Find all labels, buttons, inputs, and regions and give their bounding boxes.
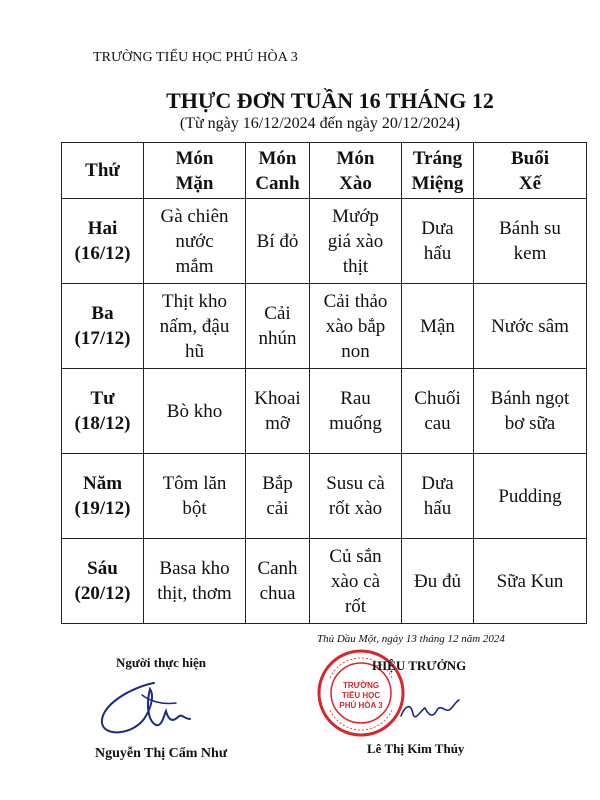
dish-line: Bánh su (499, 218, 561, 239)
dish-line: Rau (340, 388, 371, 409)
header-line: Món (336, 147, 375, 169)
header-soup (246, 143, 310, 199)
dish-line: mỡ (265, 413, 290, 434)
dish-cell-soup (246, 199, 310, 284)
dish-line: non (341, 340, 370, 362)
dish-cell-stir-fry (310, 284, 402, 369)
day-name: Ba (91, 303, 114, 324)
principal-signature (395, 688, 465, 728)
principal-name: Lê Thị Kim Thúy (367, 741, 465, 756)
dish-line: rốt xào (328, 498, 383, 519)
dish-line: Mận (420, 315, 455, 337)
date-range: (Từ ngày 16/12/2024 đến ngày 20/12/2024) (179, 115, 461, 132)
dish-line: giá xào (327, 230, 384, 252)
day-date: (18/12) (74, 413, 131, 434)
table-row (62, 369, 587, 454)
preparer-signature (92, 675, 212, 743)
dish-line: Cải (264, 303, 291, 324)
principal-title: HIỆU TRƯỞNG (372, 658, 467, 673)
dish-cell-main-dish (144, 369, 246, 454)
dish-line: xào cà (330, 570, 381, 592)
dish-cell-afternoon-snack (474, 454, 587, 539)
page-title: THỰC ĐƠN TUẦN 16 THÁNG 12 (166, 88, 494, 113)
dish-line: Tôm lăn (162, 473, 227, 494)
dish-line: Chuối (414, 388, 461, 409)
header-afternoon-snack (474, 143, 587, 199)
dish-line: cau (424, 413, 451, 434)
dish-line: hũ (185, 340, 204, 362)
dish-line: muống (329, 413, 382, 434)
dish-line: bơ sữa (504, 413, 556, 434)
day-date: (17/12) (74, 328, 131, 349)
dish-line: Thịt kho (162, 290, 227, 312)
dish-line: Bí đỏ (256, 230, 299, 252)
dish-cell-soup (246, 454, 310, 539)
dish-line: Nước sâm (491, 315, 569, 337)
dish-cell-afternoon-snack (474, 369, 587, 454)
dish-cell-dessert (402, 369, 474, 454)
dish-cell-main-dish (144, 199, 246, 284)
dish-cell-dessert (402, 284, 474, 369)
dish-cell-stir-fry (310, 199, 402, 284)
dish-line: hấu (423, 243, 452, 264)
dish-cell-soup (246, 539, 310, 624)
dish-cell-dessert (402, 454, 474, 539)
svg-text:TIỂU HỌC: TIỂU HỌC (341, 691, 381, 700)
day-cell (62, 539, 144, 624)
table-row (62, 454, 587, 539)
dish-cell-stir-fry (310, 539, 402, 624)
preparer-name: Nguyễn Thị Cẩm Như (95, 746, 228, 761)
day-date: (16/12) (74, 243, 131, 264)
dish-cell-soup (246, 284, 310, 369)
day-cell (62, 284, 144, 369)
dish-line: Củ sắn (329, 545, 382, 567)
dish-cell-main-dish (144, 539, 246, 624)
dish-line: Dưa (421, 218, 454, 239)
dish-line: nước (175, 230, 214, 252)
svg-text:PHÚ HÒA 3: PHÚ HÒA 3 (339, 701, 383, 710)
dish-line: Mướp (332, 205, 379, 227)
day-date: (19/12) (74, 498, 131, 519)
day-name: Năm (82, 473, 123, 494)
dish-line: kem (513, 243, 547, 264)
dish-line: nhún (258, 328, 297, 349)
dish-line: cải (266, 498, 289, 519)
table-row (62, 539, 587, 624)
school-name: TRƯỜNG TIỂU HỌC PHÚ HÒA 3 (93, 50, 298, 65)
day-name: Sáu (87, 558, 118, 579)
signing-date: Thủ Dầu Một, ngày 13 tháng 12 năm 2024 (317, 633, 505, 645)
header-line: Tráng (412, 147, 463, 169)
dish-cell-afternoon-snack (474, 199, 587, 284)
dish-cell-dessert (402, 199, 474, 284)
dish-cell-soup (246, 369, 310, 454)
header-line: Xế (518, 172, 542, 194)
dish-line: Bò kho (166, 400, 223, 422)
dish-cell-afternoon-snack (474, 539, 587, 624)
header-line: Món (258, 147, 297, 169)
dish-line: Cải thảo (323, 290, 388, 312)
header-line: Miệng (411, 172, 464, 194)
dish-line: Gà chiên (160, 205, 229, 227)
header-row (62, 143, 587, 199)
dish-line: xào bắp (325, 315, 386, 337)
dish-line: hấu (423, 498, 452, 519)
menu-table (61, 142, 587, 624)
header-line: Buổi (510, 147, 550, 169)
dish-line: Basa kho (159, 558, 230, 579)
header-line: Món (175, 147, 214, 169)
dish-line: chua (259, 583, 296, 604)
dish-cell-stir-fry (310, 454, 402, 539)
dish-cell-stir-fry (310, 369, 402, 454)
dish-line: Canh (257, 558, 298, 579)
day-cell (62, 369, 144, 454)
dish-line: bột (182, 498, 207, 519)
day-cell (62, 199, 144, 284)
dish-cell-main-dish (144, 284, 246, 369)
dish-line: Sữa Kun (496, 570, 564, 592)
header-day (62, 143, 144, 199)
header-line: Mặn (175, 172, 214, 194)
menu-body (62, 199, 587, 624)
dish-line: rốt (344, 595, 367, 617)
dish-line: mắm (175, 255, 214, 277)
day-cell (62, 454, 144, 539)
dish-line: Dưa (421, 473, 454, 494)
dish-cell-main-dish (144, 454, 246, 539)
header-line: Thứ (85, 160, 120, 181)
header-main-dish (144, 143, 246, 199)
dish-line: thịt, thơm (157, 583, 232, 604)
dish-line: Bánh ngọt (490, 388, 570, 409)
dish-line: nấm, đậu (159, 315, 230, 337)
dish-line: Khoai (254, 388, 301, 409)
header-line: Canh (255, 172, 300, 194)
day-name: Tư (90, 388, 115, 409)
day-date: (20/12) (74, 583, 131, 604)
dish-line: Bắp (262, 473, 293, 494)
preparer-title: Người thực hiện (116, 655, 206, 670)
dish-line: Pudding (498, 485, 562, 507)
dish-cell-afternoon-snack (474, 284, 587, 369)
dish-line: Đu đủ (414, 570, 461, 592)
header-line: Xào (339, 172, 372, 194)
dish-line: Susu cà (326, 473, 385, 494)
dish-line: thịt (342, 255, 369, 277)
header-stir-fry (310, 143, 402, 199)
table-row (62, 199, 587, 284)
svg-text:TRƯỜNG: TRƯỜNG (342, 681, 380, 690)
header-dessert (402, 143, 474, 199)
day-name: Hai (87, 218, 118, 239)
table-row (62, 284, 587, 369)
dish-cell-dessert (402, 539, 474, 624)
